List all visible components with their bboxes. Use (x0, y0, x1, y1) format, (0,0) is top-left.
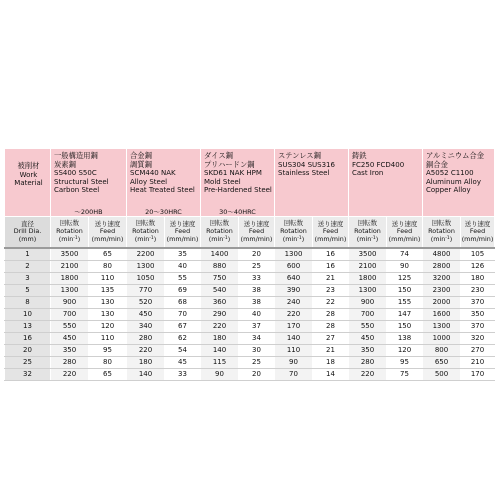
material-header-stainless (275, 149, 349, 217)
rotation-cell: 1400 (201, 248, 239, 261)
rotation-cell: 90 (201, 369, 239, 381)
rotation-unit-post: ) (449, 235, 453, 244)
feed-cell: 27 (313, 333, 349, 345)
feed-cell: 33 (239, 273, 275, 285)
table-row (5, 261, 495, 273)
rotation-jp: 回転数 (59, 219, 80, 228)
rotation-cell: 240 (275, 297, 313, 309)
feed-cell: 210 (461, 357, 495, 369)
rotation-unit (349, 235, 386, 244)
material-spec-line: SCM440 NAK (130, 169, 176, 178)
feed-cell: 147 (387, 309, 423, 321)
feed-cell: 95 (89, 345, 127, 357)
column-subheader-row (5, 217, 495, 249)
feed-cell: 68 (165, 297, 201, 309)
feed-cell: 110 (89, 273, 127, 285)
feed-cell: 35 (165, 248, 201, 261)
table-row (5, 285, 495, 297)
material-spec-line: Pre-Hardened Steel (204, 186, 272, 195)
rotation-en: Rotation (206, 226, 233, 235)
feed-en: Feed (99, 227, 116, 236)
feed-cell: 370 (461, 297, 495, 309)
rotation-cell: 3500 (349, 248, 387, 261)
feed-jp: 送り速度 (317, 219, 344, 228)
feed-cell: 74 (387, 248, 423, 261)
rotation-cell: 280 (127, 333, 165, 345)
feed-cell: 62 (165, 333, 201, 345)
feed-cell: 38 (239, 297, 275, 309)
rotation-cell: 550 (349, 321, 387, 333)
rotation-cell: 360 (201, 297, 239, 309)
material-jp-name: 一般構造用鋼 (54, 151, 98, 160)
table-header (5, 149, 495, 249)
drill-dia-cell: 3 (5, 273, 51, 285)
feed-cell: 80 (89, 261, 127, 273)
material-header-work (5, 149, 51, 217)
rotation-cell: 220 (275, 309, 313, 321)
table-row (5, 333, 495, 345)
material-spec-line: Alloy Steel (130, 177, 168, 186)
material-spec-line: Aluminum Alloy (426, 177, 481, 186)
material-header-alloy (127, 149, 201, 217)
rotation-cell: 640 (275, 273, 313, 285)
rotation-unit (423, 235, 460, 244)
table-row (5, 321, 495, 333)
feed-cell: 135 (89, 285, 127, 297)
rotation-cell: 450 (127, 309, 165, 321)
table-body (5, 248, 495, 381)
rotation-cell: 900 (51, 297, 89, 309)
feed-cell: 180 (461, 273, 495, 285)
rotation-en: Rotation (56, 226, 83, 235)
rotation-cell: 390 (275, 285, 313, 297)
feed-cell: 320 (461, 333, 495, 345)
rotation-cell: 3500 (51, 248, 89, 261)
feed-cell: 230 (461, 285, 495, 297)
drill-dia-cell: 20 (5, 345, 51, 357)
rotation-cell: 340 (127, 321, 165, 333)
feed-cell: 138 (387, 333, 423, 345)
rotation-cell: 2100 (349, 261, 387, 273)
feed-jp: 送り速度 (243, 219, 270, 228)
material-spec-line: Mold Steel (204, 177, 241, 186)
rotation-cell: 1300 (275, 248, 313, 261)
rotation-unit (51, 235, 88, 244)
feed-cell: 22 (313, 297, 349, 309)
rotation-en: Rotation (280, 226, 307, 235)
rotation-cell: 450 (349, 333, 387, 345)
feed-header (165, 217, 201, 249)
rotation-unit-sup: -1 (445, 236, 450, 242)
drill-dia-cell: 25 (5, 357, 51, 369)
feed-cell: 20 (239, 369, 275, 381)
feed-en: Feed (396, 227, 413, 236)
feed-cell: 16 (313, 261, 349, 273)
rotation-unit-post: ) (77, 235, 81, 244)
feed-cell: 23 (313, 285, 349, 297)
rotation-cell: 2300 (423, 285, 461, 297)
material-spec-line: Stainless Steel (278, 169, 330, 178)
material-jp-name: 合金鋼 (130, 151, 152, 160)
table-row (5, 357, 495, 369)
rotation-jp: 回転数 (209, 219, 230, 228)
rotation-cell: 700 (349, 309, 387, 321)
feed-cell: 150 (387, 285, 423, 297)
rotation-unit-sup: -1 (149, 236, 154, 242)
rotation-unit-sup: -1 (297, 236, 302, 242)
table-row (5, 345, 495, 357)
drill-dia-en: Drill Dia. (13, 227, 42, 236)
material-jp-name: 被削材 (17, 161, 40, 170)
material-spec-line: Copper Alloy (426, 186, 471, 195)
feed-cell: 25 (239, 357, 275, 369)
rotation-cell: 600 (275, 261, 313, 273)
rotation-cell: 70 (275, 369, 313, 381)
feed-cell: 54 (165, 345, 201, 357)
rotation-cell: 880 (201, 261, 239, 273)
rotation-jp: 回転数 (357, 219, 378, 228)
material-jp-subname: 銅合金 (426, 159, 448, 169)
feed-jp: 送り速度 (169, 219, 196, 228)
feed-cell: 110 (89, 333, 127, 345)
feed-cell: 34 (239, 333, 275, 345)
rotation-en: Rotation (132, 226, 159, 235)
rotation-cell: 1600 (423, 309, 461, 321)
rotation-header (275, 217, 313, 249)
rotation-unit (201, 235, 238, 244)
feed-cell: 126 (461, 261, 495, 273)
rotation-cell: 4800 (423, 248, 461, 261)
feed-unit: (mm/min) (166, 234, 199, 243)
rotation-cell: 2100 (51, 261, 89, 273)
rotation-cell: 280 (349, 357, 387, 369)
feed-jp: 送り速度 (94, 219, 121, 228)
feed-cell: 28 (313, 309, 349, 321)
drill-dia-cell: 10 (5, 309, 51, 321)
rotation-unit (127, 235, 164, 244)
feed-cell: 90 (387, 261, 423, 273)
material-header-row (5, 149, 495, 217)
table-row (5, 248, 495, 261)
material-jp-subname: プリハードン鋼 (204, 159, 255, 169)
feed-cell: 20 (239, 248, 275, 261)
feed-cell: 16 (313, 248, 349, 261)
drill-dia-cell: 32 (5, 369, 51, 381)
feed-cell: 69 (165, 285, 201, 297)
material-spec-line: Cast Iron (352, 169, 384, 178)
feed-cell: 370 (461, 321, 495, 333)
material-hardness: ～200HB (74, 208, 103, 216)
rotation-cell: 90 (275, 357, 313, 369)
material-spec-line: Carbon Steel (54, 186, 100, 195)
rotation-cell: 3200 (423, 273, 461, 285)
feed-cell: 65 (89, 248, 127, 261)
material-spec-line: FC250 FCD400 (352, 160, 405, 169)
feed-cell: 75 (387, 369, 423, 381)
feed-cell: 125 (387, 273, 423, 285)
rotation-en: Rotation (354, 226, 381, 235)
material-spec-line: SKD61 NAK HPM (204, 169, 262, 178)
feed-cell: 80 (89, 357, 127, 369)
material-jp-name: ダイス鋼 (204, 151, 233, 160)
feed-unit: (mm/min) (91, 234, 124, 243)
rotation-cell: 1300 (423, 321, 461, 333)
feed-jp: 送り速度 (391, 219, 418, 228)
cutting-conditions-table-container (4, 148, 494, 381)
rotation-cell: 110 (275, 345, 313, 357)
material-spec-line: Heat Treated Steel (130, 186, 195, 195)
rotation-cell: 1800 (51, 273, 89, 285)
feed-cell: 14 (313, 369, 349, 381)
feed-cell: 30 (239, 345, 275, 357)
rotation-header (127, 217, 165, 249)
feed-header (313, 217, 349, 249)
feed-cell: 37 (239, 321, 275, 333)
cutting-conditions-table (4, 148, 495, 381)
feed-cell: 70 (165, 309, 201, 321)
feed-cell: 55 (165, 273, 201, 285)
rotation-unit-sup: -1 (371, 236, 376, 242)
feed-unit: (mm/min) (314, 234, 347, 243)
feed-cell: 65 (89, 369, 127, 381)
rotation-unit-post: ) (153, 235, 157, 244)
feed-cell: 21 (313, 345, 349, 357)
feed-cell: 130 (89, 309, 127, 321)
material-jp-name: 鋳鉄 (352, 151, 367, 160)
material-header-die (201, 149, 275, 217)
rotation-cell: 2000 (423, 297, 461, 309)
rotation-unit-post: ) (375, 235, 379, 244)
rotation-unit-post: ) (301, 235, 305, 244)
rotation-cell: 140 (201, 345, 239, 357)
feed-en: Feed (174, 227, 191, 236)
table-row (5, 369, 495, 381)
drill-dia-cell: 1 (5, 248, 51, 261)
feed-cell: 120 (89, 321, 127, 333)
rotation-cell: 2800 (423, 261, 461, 273)
rotation-cell: 220 (51, 369, 89, 381)
feed-cell: 155 (387, 297, 423, 309)
feed-cell: 350 (461, 309, 495, 321)
feed-cell: 150 (387, 321, 423, 333)
rotation-cell: 900 (349, 297, 387, 309)
feed-header (387, 217, 423, 249)
rotation-jp: 回転数 (283, 219, 304, 228)
feed-cell: 25 (239, 261, 275, 273)
material-header-castiron (349, 149, 423, 217)
feed-cell: 28 (313, 321, 349, 333)
rotation-cell: 750 (201, 273, 239, 285)
rotation-cell: 180 (201, 333, 239, 345)
rotation-cell: 550 (51, 321, 89, 333)
rotation-cell: 280 (51, 357, 89, 369)
rotation-cell: 1300 (127, 261, 165, 273)
feed-unit: (mm/min) (240, 234, 273, 243)
feed-jp: 送り速度 (464, 219, 491, 228)
material-spec-line: Work Material (14, 170, 43, 188)
rotation-unit-pre: (min (356, 235, 372, 244)
rotation-cell: 800 (423, 345, 461, 357)
material-jp-subname: 炭素鋼 (54, 159, 76, 169)
feed-en: Feed (469, 227, 486, 236)
feed-unit: (mm/min) (388, 234, 421, 243)
rotation-en: Rotation (428, 226, 455, 235)
rotation-jp: 回転数 (431, 219, 452, 228)
rotation-unit-sup: -1 (223, 236, 228, 242)
drill-dia-jp: 直径 (21, 219, 34, 228)
feed-cell: 67 (165, 321, 201, 333)
table-row (5, 309, 495, 321)
rotation-cell: 220 (127, 345, 165, 357)
table-row (5, 297, 495, 309)
rotation-unit-pre: (min (282, 235, 298, 244)
material-hardness: 20～30HRC (145, 208, 182, 216)
rotation-jp: 回転数 (135, 219, 156, 228)
rotation-unit-pre: (min (208, 235, 224, 244)
rotation-unit (275, 235, 312, 244)
drill-dia-cell: 2 (5, 261, 51, 273)
feed-cell: 33 (165, 369, 201, 381)
rotation-cell: 170 (275, 321, 313, 333)
rotation-header (51, 217, 89, 249)
rotation-cell: 180 (127, 357, 165, 369)
rotation-cell: 500 (423, 369, 461, 381)
drill-dia-cell: 5 (5, 285, 51, 297)
material-hardness: 30～40HRC (219, 208, 256, 216)
rotation-cell: 520 (127, 297, 165, 309)
drill-dia-unit: (mm) (18, 234, 37, 243)
material-spec-line: Structural Steel (54, 177, 109, 186)
feed-cell: 270 (461, 345, 495, 357)
material-spec-line: SUS304 SUS316 (278, 160, 335, 169)
rotation-cell: 1000 (423, 333, 461, 345)
feed-cell: 40 (165, 261, 201, 273)
table-row (5, 273, 495, 285)
rotation-cell: 1300 (349, 285, 387, 297)
rotation-unit-sup: -1 (73, 236, 78, 242)
feed-cell: 38 (239, 285, 275, 297)
rotation-cell: 140 (127, 369, 165, 381)
rotation-cell: 220 (201, 321, 239, 333)
feed-cell: 21 (313, 273, 349, 285)
drill-dia-cell: 8 (5, 297, 51, 309)
rotation-cell: 290 (201, 309, 239, 321)
feed-cell: 45 (165, 357, 201, 369)
feed-cell: 120 (387, 345, 423, 357)
feed-en: Feed (248, 227, 265, 236)
feed-en: Feed (322, 227, 339, 236)
feed-cell: 130 (89, 297, 127, 309)
feed-header (89, 217, 127, 249)
rotation-header (423, 217, 461, 249)
rotation-unit-post: ) (227, 235, 231, 244)
feed-header (461, 217, 495, 249)
rotation-unit-pre: (min (134, 235, 150, 244)
material-header-carbon (51, 149, 127, 217)
rotation-header (349, 217, 387, 249)
rotation-cell: 650 (423, 357, 461, 369)
feed-cell: 105 (461, 248, 495, 261)
rotation-cell: 1300 (51, 285, 89, 297)
rotation-cell: 1800 (349, 273, 387, 285)
rotation-cell: 770 (127, 285, 165, 297)
rotation-unit-pre: (min (58, 235, 74, 244)
drill-dia-header (5, 217, 51, 249)
rotation-cell: 140 (275, 333, 313, 345)
feed-header (239, 217, 275, 249)
material-jp-name: アルミニウム合金 (426, 151, 485, 160)
material-spec-line: SS400 S50C (54, 169, 97, 178)
rotation-cell: 700 (51, 309, 89, 321)
rotation-cell: 115 (201, 357, 239, 369)
feed-cell: 40 (239, 309, 275, 321)
feed-cell: 18 (313, 357, 349, 369)
rotation-header (201, 217, 239, 249)
feed-unit: (mm/min) (461, 234, 494, 243)
rotation-cell: 450 (51, 333, 89, 345)
material-header-aluminum (423, 149, 495, 217)
rotation-cell: 350 (51, 345, 89, 357)
rotation-cell: 1050 (127, 273, 165, 285)
feed-cell: 170 (461, 369, 495, 381)
material-jp-subname: 調質鋼 (130, 159, 152, 169)
material-spec-line: A5052 C1100 (426, 169, 474, 178)
material-jp-name: ステンレス鋼 (278, 151, 321, 160)
rotation-cell: 2200 (127, 248, 165, 261)
drill-dia-cell: 16 (5, 333, 51, 345)
rotation-cell: 540 (201, 285, 239, 297)
feed-cell: 95 (387, 357, 423, 369)
rotation-cell: 220 (349, 369, 387, 381)
rotation-cell: 350 (349, 345, 387, 357)
rotation-unit-pre: (min (430, 235, 446, 244)
drill-dia-cell: 13 (5, 321, 51, 333)
